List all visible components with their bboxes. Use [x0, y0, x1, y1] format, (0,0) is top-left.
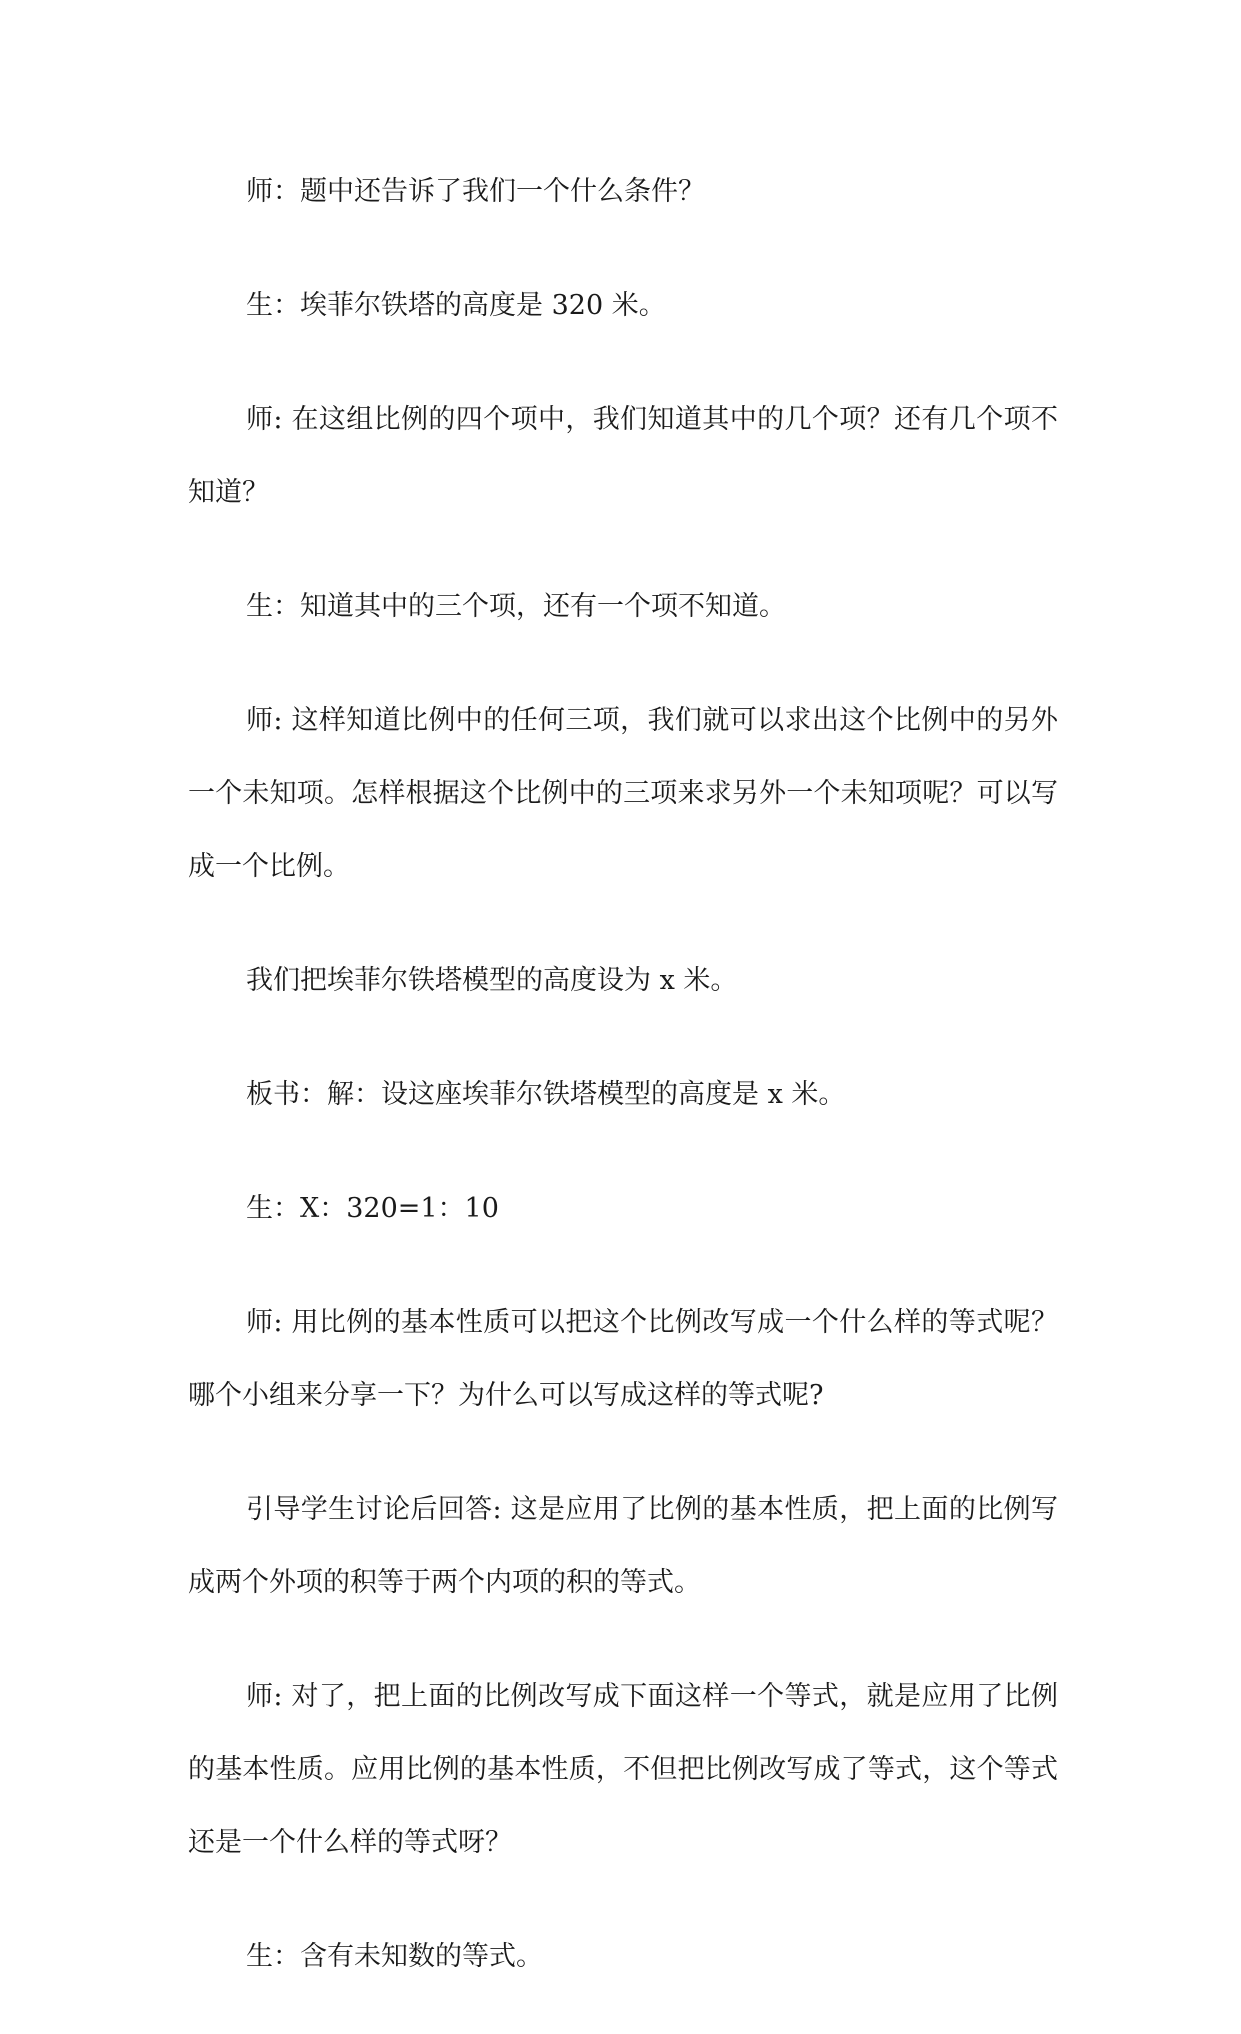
- paragraph-guided-discussion: 引导学生讨论后回答: 这是应用了比例的基本性质，把上面的比例写成两个外项的积等于两个内项的积的等式。: [188, 1494, 1058, 1598]
- paragraph-student-proportion: 生：X：320=1：10: [246, 1193, 499, 1224]
- paragraph-teacher-unknown-term: 师: 这样知道比例中的任何三项，我们就可以求出这个比例中的另外一个未知项。怎样根据这个比例中的三项来求另外一个未知项呢？可以写成一个比例。: [188, 705, 1058, 882]
- paragraph-teacher-four-terms: 师: 在这组比例的四个项中，我们知道其中的几个项？还有几个项不知道？: [188, 404, 1058, 508]
- paragraph-student-unknown-equation: 生：含有未知数的等式。: [246, 1941, 543, 1972]
- paragraph-student-tower-height: 生：埃菲尔铁塔的高度是 320 米。: [246, 290, 666, 321]
- paragraph-teacher-basic-property: 师: 对了，把上面的比例改写成下面这样一个等式，就是应用了比例的基本性质。应用比例的基本性质，不但把比例改写成了等式，这个等式还是一个什么样的等式呀？: [188, 1681, 1058, 1858]
- paragraph-teacher-rewrite-equation: 师: 用比例的基本性质可以把这个比例改写成一个什么样的等式呢？哪个小组来分享一下？为什么可以写成这样的等式呢?: [188, 1307, 1058, 1411]
- paragraph-student-three-terms: 生：知道其中的三个项，还有一个项不知道。: [246, 591, 786, 622]
- paragraph-board-solution: 板书：解：设这座埃菲尔铁塔模型的高度是 x 米。: [246, 1079, 846, 1110]
- document-body: [188, 155, 1058, 2034]
- paragraph-teacher-question-condition: 师：题中还告诉了我们一个什么条件？: [246, 176, 705, 207]
- paragraph-set-variable: 我们把埃菲尔铁塔模型的高度设为 x 米。: [246, 965, 738, 996]
